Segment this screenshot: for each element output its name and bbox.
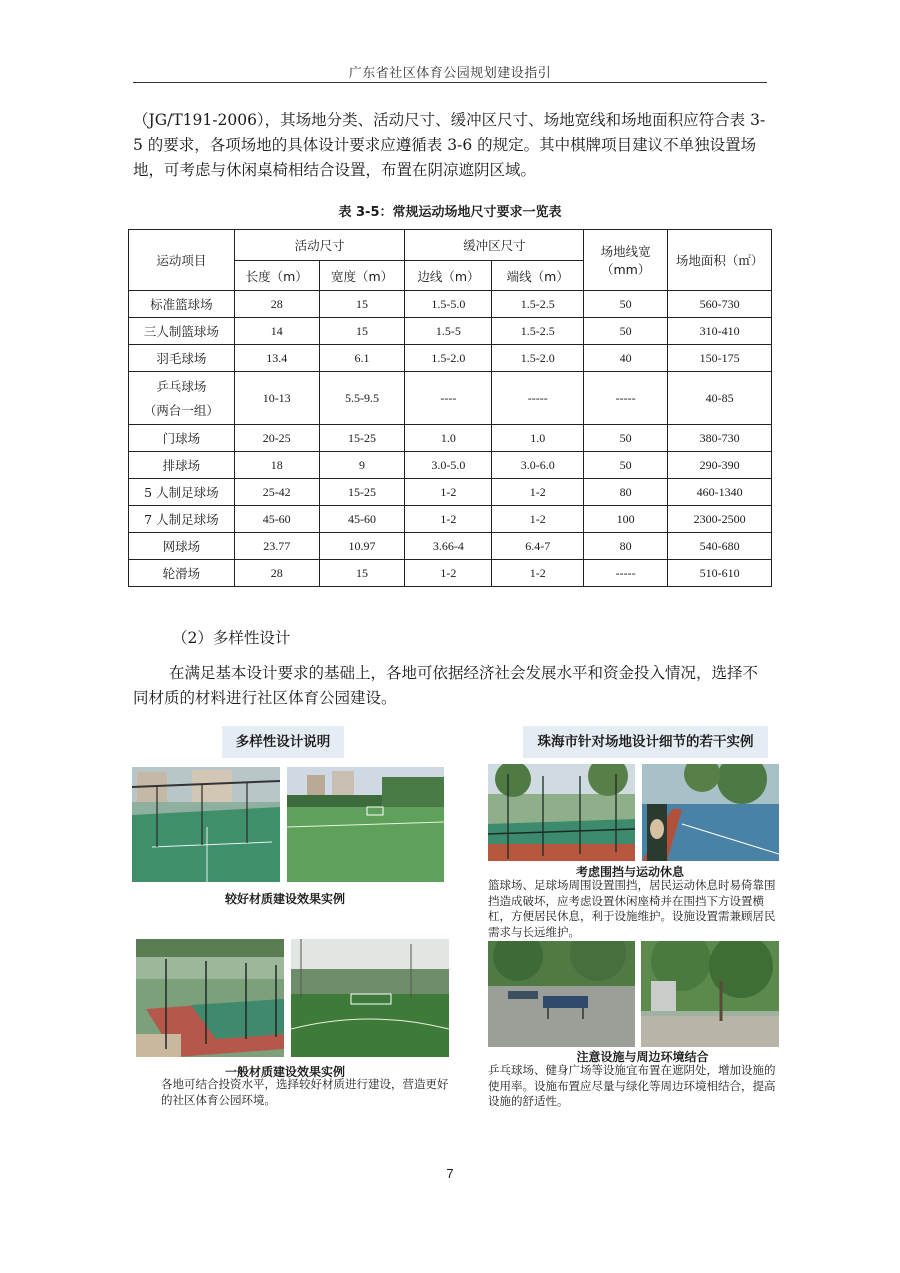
cell-sport — [129, 372, 235, 425]
cell-line-width: ----- — [584, 372, 668, 425]
cell-sport — [129, 318, 235, 345]
cell-sport — [129, 425, 235, 452]
sport-name: 网球场 — [162, 539, 201, 554]
sport-name: 门球场 — [162, 431, 201, 446]
header-sport: 运动项目 — [129, 230, 235, 291]
cell-end-line: ----- — [492, 372, 584, 425]
cell-end-line: 1-2 — [492, 479, 584, 506]
cell-side-line: 1.5-2.0 — [405, 345, 492, 372]
table-row — [129, 506, 772, 533]
caption-good-material: 较好材质建设效果实例 — [224, 892, 345, 906]
cell-area: 310-410 — [668, 318, 772, 345]
header-activity-size: 活动尺寸 — [234, 230, 405, 261]
cell-line-width: 80 — [584, 479, 668, 506]
cell-side-line: ---- — [405, 372, 492, 425]
cell-length: 25-42 — [234, 479, 319, 506]
table-row — [129, 345, 772, 372]
cell-side-line: 1.0 — [405, 425, 492, 452]
cell-side-line: 1-2 — [405, 560, 492, 587]
sport-name: 7 人制足球场 — [144, 512, 219, 527]
caption-environment: 注意设施与周边环境结合 — [576, 1050, 709, 1064]
left-panel-note: 各地可结合投资水平，选择较好材质进行建设，营造更好的社区体育公园环境。 — [161, 1077, 449, 1107]
cell-end-line: 1-2 — [492, 560, 584, 587]
header-width: 宽度（m） — [319, 261, 405, 291]
cell-width: 9 — [319, 452, 405, 479]
cell-sport — [129, 533, 235, 560]
photo-rest-area-court — [642, 764, 779, 861]
cell-line-width: 50 — [584, 425, 668, 452]
table-body — [129, 291, 772, 587]
cell-area: 40-85 — [668, 372, 772, 425]
cell-sport — [129, 345, 235, 372]
table-row — [129, 533, 772, 560]
cell-side-line: 3.0-5.0 — [405, 452, 492, 479]
cell-area: 510-610 — [668, 560, 772, 587]
cell-line-width: 50 — [584, 318, 668, 345]
photo-general-material-soccer-field — [291, 939, 449, 1057]
table-row — [129, 452, 772, 479]
cell-area: 460-1340 — [668, 479, 772, 506]
cell-width: 15 — [319, 318, 405, 345]
cell-width: 15-25 — [319, 479, 405, 506]
cell-length: 18 — [234, 452, 319, 479]
photo-good-material-indoor-court — [132, 767, 280, 882]
sport-name: 轮滑场 — [162, 566, 201, 581]
cell-sport — [129, 479, 235, 506]
table-row — [129, 372, 772, 425]
caption-general-material: 一般材质建设效果实例 — [224, 1065, 345, 1079]
cell-end-line: 1.5-2.5 — [492, 318, 584, 345]
cell-end-line: 6.4-7 — [492, 533, 584, 560]
cell-area: 2300-2500 — [668, 506, 772, 533]
photo-trees-plaza — [641, 941, 779, 1047]
table-row — [129, 291, 772, 318]
fence-rest-text: 篮球场、足球场周围设置围挡，居民运动休息时易倚靠围挡造成破坏，应考虑设置休闲座椅并在围挡下方设置横杠，方便居民休息，利于设施维护。设施设置需兼顾居民需求与长远维护。 — [488, 878, 776, 939]
cell-area: 290-390 — [668, 452, 772, 479]
cell-width: 15 — [319, 291, 405, 318]
cell-line-width: 40 — [584, 345, 668, 372]
cell-end-line: 3.0-6.0 — [492, 452, 584, 479]
cell-width: 10.97 — [319, 533, 405, 560]
header-side-line: 边线（m） — [405, 261, 492, 291]
cell-length: 10-13 — [234, 372, 319, 425]
cell-sport — [129, 506, 235, 533]
page-number: 7 — [446, 1166, 454, 1181]
right-panel-banner: 珠海市针对场地设计细节的若干实例 — [523, 726, 768, 758]
table-caption: 表 3-5：常规运动场地尺寸要求一览表 — [338, 205, 562, 220]
caption-fence-rest: 考虑围挡与运动休息 — [575, 865, 684, 879]
cell-end-line: 1.0 — [492, 425, 584, 452]
table-row — [129, 425, 772, 452]
header-end-line: 端线（m） — [492, 261, 584, 291]
header-buffer-size: 缓冲区尺寸 — [405, 230, 584, 261]
cell-width: 15-25 — [319, 425, 405, 452]
cell-line-width: 80 — [584, 533, 668, 560]
cell-end-line: 1-2 — [492, 506, 584, 533]
sport-name: 羽毛球场 — [156, 351, 207, 366]
cell-side-line: 1.5-5 — [405, 318, 492, 345]
photo-table-tennis-shade — [488, 941, 635, 1047]
sport-name: 标准篮球场 — [150, 297, 213, 312]
cell-line-width: 100 — [584, 506, 668, 533]
cell-line-width: ----- — [584, 560, 668, 587]
cell-width: 5.5-9.5 — [319, 372, 405, 425]
sport-name: 5 人制足球场 — [144, 485, 219, 500]
cell-length: 28 — [234, 291, 319, 318]
cell-length: 45-60 — [234, 506, 319, 533]
cell-sport — [129, 560, 235, 587]
table-row — [129, 479, 772, 506]
intro-paragraph: （JG/T191-2006），其场地分类、活动尺寸、缓冲区尺寸、场地宽线和场地面积应符合表 3-5 的要求，各项场地的具体设计要求应遵循表 3-6 的规定。其中棋牌项目建议不单独设置场地，可考虑与休闲桌椅相结合设置，布置在阴凉遮阴区域。 — [133, 111, 766, 179]
cell-side-line: 1-2 — [405, 479, 492, 506]
sports-field-size-table — [128, 229, 772, 587]
section-paragraph: 在满足基本设计要求的基础上，各地可依据经济社会发展水平和资金投入情况，选择不同材质的材料进行社区体育公园建设。 — [133, 664, 759, 707]
sport-name: 三人制篮球场 — [143, 324, 219, 339]
sport-note: （两台一组） — [143, 403, 219, 418]
header-length: 长度（m） — [234, 261, 319, 291]
table-row — [129, 560, 772, 587]
photo-fence-court — [488, 764, 635, 861]
cell-side-line: 1-2 — [405, 506, 492, 533]
header-area: 场地面积（㎡） — [668, 230, 772, 291]
sport-name: 乒乓球场 — [156, 379, 207, 394]
section-heading: （2）多样性设计 — [172, 629, 291, 647]
cell-area: 560-730 — [668, 291, 772, 318]
cell-side-line: 3.66-4 — [405, 533, 492, 560]
cell-length: 23.77 — [234, 533, 319, 560]
cell-sport — [129, 291, 235, 318]
cell-side-line: 1.5-5.0 — [405, 291, 492, 318]
cell-length: 13.4 — [234, 345, 319, 372]
header-rule — [133, 82, 767, 83]
cell-area: 380-730 — [668, 425, 772, 452]
cell-width: 15 — [319, 560, 405, 587]
left-panel-banner: 多样性设计说明 — [222, 726, 344, 758]
page-header-title: 广东省社区体育公园规划建设指引 — [348, 66, 552, 81]
cell-length: 20-25 — [234, 425, 319, 452]
cell-line-width: 50 — [584, 291, 668, 318]
photo-good-material-soccer-field — [287, 767, 444, 882]
cell-end-line: 1.5-2.5 — [492, 291, 584, 318]
cell-area: 540-680 — [668, 533, 772, 560]
photo-general-material-fenced-court — [136, 939, 284, 1057]
cell-end-line: 1.5-2.0 — [492, 345, 584, 372]
sport-name: 排球场 — [162, 458, 201, 473]
environment-text: 乒乓球场、健身广场等设施宜布置在遮阴处，增加设施的使用率。设施布置应尽量与绿化等周边环境相结合，提高设施的舒适性。 — [488, 1063, 776, 1108]
cell-sport — [129, 452, 235, 479]
cell-width: 6.1 — [319, 345, 405, 372]
cell-line-width: 50 — [584, 452, 668, 479]
table-row — [129, 318, 772, 345]
header-line-width: 场地线宽（mm） — [584, 230, 668, 291]
cell-width: 45-60 — [319, 506, 405, 533]
cell-area: 150-175 — [668, 345, 772, 372]
cell-length: 28 — [234, 560, 319, 587]
cell-length: 14 — [234, 318, 319, 345]
